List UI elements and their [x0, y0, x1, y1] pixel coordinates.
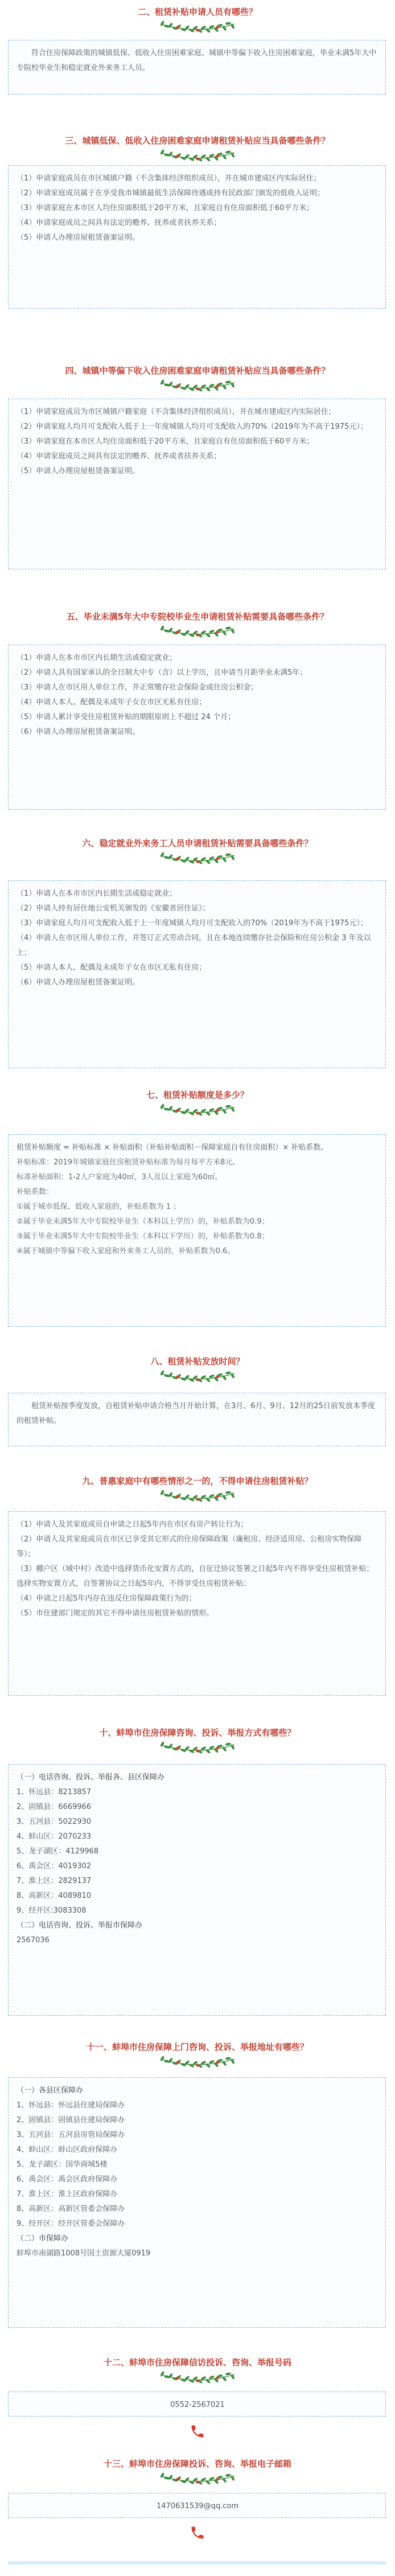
section-9-line: （1）申请人及其家庭成员自申请之日起5年内在市区有房产转让行为； — [17, 1520, 248, 1529]
section-11-line: 7、淮上区：淮上区政府保障办 — [17, 2190, 118, 2198]
section-4-title: 四、城镇中等偏下收入住房困难家庭申请租赁补贴应当具备哪些条件？ — [65, 366, 330, 376]
laurel-garland-icon — [155, 852, 240, 864]
section-9-heading — [0, 1475, 395, 1502]
section-10-line: 8、高新区：4089810 — [17, 1892, 92, 1900]
section-9-box — [8, 1511, 386, 1696]
section-6-line: （3）申请家庭人均月可支配收入低于上一年度城镇人均月可支配收入的70%（2019年为不高于1975元）； — [17, 919, 368, 928]
section-4-box — [8, 399, 386, 569]
section-8-title: 八、租赁补贴发放时间？ — [150, 1356, 245, 1367]
section-6-line: （4）申请人在市区用人单位工作，并签订正式劳动合同，且在本地连续缴存社会保险和住房公积金 3 年及以上； — [17, 934, 371, 957]
section-6-box — [8, 880, 386, 1068]
section-12-box — [8, 2392, 386, 2417]
section-6-heading — [0, 837, 395, 864]
section-11-line: 3、五河县：五河县房管局保障办 — [17, 2131, 125, 2139]
section-13-box — [8, 2493, 386, 2518]
phone-icon — [190, 2431, 205, 2442]
section-13-heading — [0, 2458, 395, 2485]
section-4-line: （3）申请家庭在本市区人均住房面积低于20平方米，且家庭自有住房面积低于60平方米； — [17, 437, 314, 446]
laurel-garland-icon — [155, 20, 240, 33]
section-7-line: ③属于毕业未满5年大中专院校毕业生（本科以下学历）的，补贴系数为0.8； — [17, 1232, 269, 1241]
section-8-heading — [0, 1355, 395, 1383]
section-3-line: （3）申请家庭在本市区人均住房面积低于20平方米，且家庭自有住房面积低于60平方米； — [17, 204, 314, 212]
laurel-garland-icon — [155, 1741, 240, 1754]
section-10-line: 5、龙子湖区：4129968 — [17, 1847, 99, 1856]
section-9-line: （5）市住建部门规定的其它不得申请住房租赁补贴的情形。 — [17, 1609, 214, 1618]
section-10-heading — [0, 1726, 395, 1754]
section-3-line: （5）申请人办理房屋租赁备案证明。 — [17, 233, 140, 242]
complaint-email[interactable]: 1470631539@qq.com — [156, 2502, 239, 2511]
section-5-line: （6）申请人办理房屋租赁备案证明。 — [17, 728, 140, 736]
section-10-line: 7、淮上区：2829137 — [17, 1877, 92, 1885]
section-6-line: （2）申请人持有居住地公安机关颁发的《安徽省居住证》； — [17, 904, 210, 913]
section-4-heading — [0, 364, 395, 392]
laurel-garland-icon — [155, 2056, 240, 2068]
laurel-garland-icon — [155, 1490, 240, 1502]
section-9-line: （3）棚户区（城中村）改造中选择货币化安置方式的，自征迁协议签署之日起5年内不得享受住房租赁补贴；选择实物安置方式，自签署协议之日起5年内，不得享受住房租赁补贴； — [17, 1565, 374, 1588]
section-2-line: 符合住房保障政策的城镇低保、低收入住房困难家庭、城镇中等偏下收入住房困难家庭，毕业未满5年大中专院校毕业生和稳定就业外来务工人员。 — [17, 49, 377, 72]
section-10-title: 十、蚌埠市住房保障咨询、投诉、举报方式有哪些？ — [99, 1728, 296, 1738]
section-6-line: （1）申请人在本市市区内长期生活或稳定就业； — [17, 889, 177, 898]
laurel-garland-icon — [155, 625, 240, 638]
phone-icon-wrap — [0, 2423, 395, 2442]
laurel-garland-icon — [155, 1370, 240, 1383]
laurel-garland-icon — [155, 1104, 240, 1116]
section-8-line: 租赁补贴按季度发放，自租赁补贴申请合格当月开始计算，在3月、6月、9月、12月的25日前发放本季度的租赁补贴。 — [17, 1402, 375, 1425]
section-5-box — [8, 645, 386, 810]
phone-icon — [190, 2532, 205, 2543]
section-5-heading — [0, 610, 395, 638]
section-7-line: ②属于毕业未满5年大中专院校毕业生（本科以上学历）的，补贴系数为0.9； — [17, 1217, 269, 1226]
section-5-line: （5）申请人累计享受住房租赁补贴的期限原则上不超过 24 个月； — [17, 713, 236, 721]
section-11-box — [8, 2077, 386, 2328]
section-3-line: （2）申请家庭成员属于在享受我市城镇最低生活保障待遇或持有民政部门颁发的低收入证明； — [17, 189, 325, 198]
section-3-title: 三、城镇低保、低收入住房困难家庭申请租赁补贴应当具备哪些条件？ — [65, 136, 330, 146]
section-10-line: 2、固镇县：6669966 — [17, 1803, 92, 1811]
laurel-garland-icon — [155, 2472, 240, 2485]
section-10-line: 2567036 — [17, 1936, 50, 1945]
section-11-line: 5、龙子湖区：国华商城5楼 — [17, 2160, 108, 2169]
section-11-line: （一）各县区保障办 — [17, 2086, 84, 2095]
hotline-number[interactable]: 0552-2567021 — [170, 2401, 225, 2409]
section-11-line: 4、蚌山区：蚌山区政府保障办 — [17, 2146, 118, 2154]
section-10-line: 1、怀远县：8213857 — [17, 1788, 92, 1796]
section-11-title: 十一、蚌埠市住房保障上门咨询、投诉、举报地址有哪些？ — [86, 2042, 308, 2052]
section-6-line: （5）申请人本人、配偶及未成年子女在市区无私有住房； — [17, 963, 207, 972]
section-10-line: （二）电话咨询、投诉、举报市保障办 — [17, 1921, 143, 1930]
section-12-heading — [0, 2356, 395, 2384]
section-9-line: （4）申请之日起5年内存在违反住房保障政策行为的； — [17, 1594, 196, 1603]
laurel-garland-icon — [155, 379, 240, 392]
section-3-line: （1）申请家庭成员在市区城镇户籍（不含集体经济组织成员），并在城市建成区内实际居住； — [17, 174, 321, 183]
section-9-line: （2）申请人及其家庭成员在市区已享受其它形式的住房保障政策（廉租房、经济适用房、公租房实物保障等）； — [17, 1535, 362, 1558]
section-4-line: （4）申请家庭成员之间具有法定的赡养、抚养或者扶养关系； — [17, 452, 221, 461]
section-10-line: 6、禹会区：4019302 — [17, 1862, 92, 1871]
section-7-box — [8, 1134, 386, 1327]
section-6-title: 六、稳定就业外来务工人员申请租赁补贴需要具备哪些条件？ — [82, 838, 313, 848]
section-11-line: 8、高新区：高新区管委会保障办 — [17, 2205, 125, 2213]
section-10-line: （一）电话咨询、投诉、举报各、县区保障办 — [17, 1773, 165, 1782]
section-7-line: 标准补贴面积：1-2人户家庭为40㎡，3人及以上家庭为60㎡。 — [17, 1173, 223, 1182]
section-11-heading — [0, 2041, 395, 2068]
section-7-heading — [0, 1089, 395, 1116]
section-11-line: 1、怀远县：怀远县住建局保障办 — [17, 2101, 125, 2110]
section-5-title: 五、毕业未满5年大中专院校毕业生申请租赁补贴需要具备哪些条件？ — [66, 612, 329, 622]
section-4-line: （5）申请人办理房屋租赁备案证明。 — [17, 467, 140, 475]
section-5-line: （2）申请人具有国家承认的全日制大中专（含）以上学历，且申请当月距毕业未满5年； — [17, 668, 307, 677]
section-7-line: 补贴标准：2019年城镇家庭住房租赁补贴标准为每月每平方米8元。 — [17, 1158, 240, 1167]
section-5-line: （3）申请人在市区用人单位工作，并正常缴存社会保险金或住房公积金； — [17, 683, 258, 692]
section-12-title: 十二、蚌埠市住房保障信访投诉、咨询、举报号码 — [103, 2357, 291, 2368]
section-3-box — [8, 165, 386, 309]
section-10-line: 4、蚌山区：2070233 — [17, 1832, 92, 1841]
section-3-heading — [0, 134, 395, 162]
section-11-line: 蚌埠市南湖路1008号国土资源大厦0919 — [17, 2249, 151, 2258]
section-9-title: 九、普惠家庭中有哪些情形之一的，不得申请住房租赁补贴？ — [82, 1476, 313, 1486]
section-7-title: 七、租赁补贴额度是多少？ — [146, 1090, 249, 1100]
section-7-line: 补贴系数： — [17, 1188, 54, 1196]
section-10-box — [8, 1764, 386, 2016]
section-7-line: ①属于城市低保、低收入家庭的，补贴系数为 1 ； — [17, 1203, 181, 1211]
section-2-box — [8, 40, 386, 95]
section-2-title: 二、租赁补贴申请人员有哪些？ — [137, 7, 257, 17]
section-11-line: （二）市保障办 — [17, 2234, 69, 2243]
section-10-line: 9、经开区:3083308 — [17, 1906, 87, 1915]
section-5-line: （1）申请人在本市市区内长期生活或稳定就业； — [17, 654, 177, 662]
section-13-title: 十三、蚌埠市住房保障投诉、咨询、举报电子邮箱 — [103, 2459, 291, 2469]
laurel-garland-icon — [155, 2371, 240, 2384]
section-3-line: （4）申请家庭成员之间具有法定的赡养、抚养或者扶养关系； — [17, 219, 221, 227]
section-7-line: 租赁补贴额度 = 补贴标准 × 补贴面积（补贴补贴面积－保障家庭自有住房面积）× 补贴系数。 — [17, 1143, 328, 1152]
section-7-line: ④属于城镇中等偏下收入家庭和外来务工人员的，补贴系数为0.6。 — [17, 1247, 235, 1256]
section-11-line: 2、固镇县：固镇县住建局保障办 — [17, 2116, 125, 2124]
section-11-line: 6、禹会区：禹会区政府保障办 — [17, 2175, 118, 2184]
phone-icon-wrap — [0, 2525, 395, 2543]
section-4-line: （1）申请家庭成员为市区城镇户籍家庭（不含集体经济组织成员），并在城市建成区内实际居住； — [17, 408, 336, 416]
section-2-heading — [0, 6, 395, 33]
section-11-line: 9、经开区：经开区管委会保障办 — [17, 2220, 125, 2228]
section-4-line: （2）申请家庭人均月可支配收入低于上一年度城镇人均月可支配收入的70%（2019年为不高于1975元）； — [17, 423, 368, 431]
section-8-box — [8, 1393, 386, 1446]
footer-divider — [8, 2561, 386, 2565]
laurel-garland-icon — [155, 149, 240, 162]
section-5-line: （4）申请人本人、配偶及未成年子女在市区无私有住房； — [17, 698, 207, 707]
section-6-line: （6）申请人办理房屋租赁备案证明。 — [17, 978, 140, 987]
section-10-line: 3、五河县：5022930 — [17, 1818, 92, 1826]
